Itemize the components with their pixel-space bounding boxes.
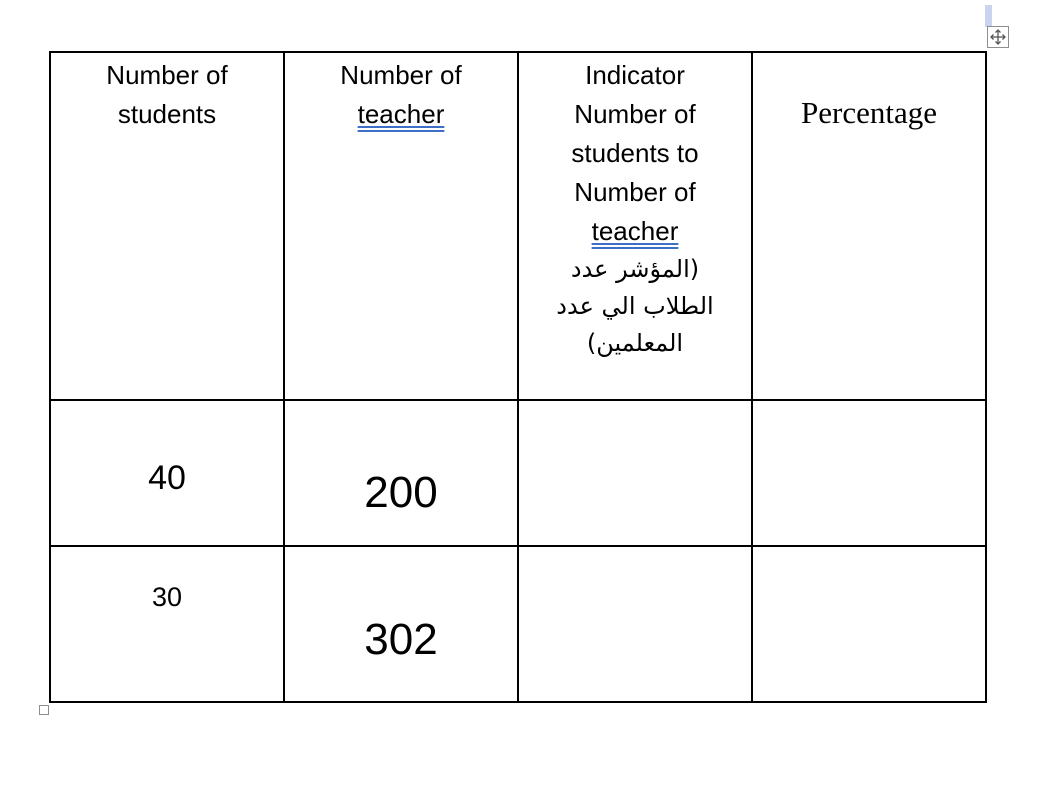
table-move-handle[interactable] — [987, 26, 1009, 48]
header-indicator-teacher-word: teacher — [591, 216, 679, 246]
teachers-value: 302 — [364, 615, 438, 664]
move-arrows-icon — [988, 27, 1008, 47]
table-row — [50, 546, 986, 702]
cell-students[interactable] — [50, 546, 284, 702]
text-cursor-highlight — [985, 5, 992, 27]
header-percentage-label: Percentage — [801, 95, 937, 130]
cell-teachers[interactable] — [284, 546, 518, 702]
table-header-row — [50, 52, 986, 400]
header-cell-teacher[interactable] — [284, 52, 518, 400]
cell-indicator[interactable] — [518, 546, 752, 702]
table-resize-handle[interactable] — [39, 705, 49, 715]
students-value: 40 — [148, 459, 186, 497]
header-cell-indicator[interactable] — [518, 52, 752, 400]
header-indicator-arabic: (المؤشر عدد الطلاب الي عدد المعلمين) — [556, 255, 714, 357]
cell-indicator[interactable] — [518, 400, 752, 546]
header-cell-students[interactable] — [50, 52, 284, 400]
header-students-label: Number of students — [106, 60, 228, 129]
teachers-value: 200 — [364, 468, 438, 517]
header-teacher-word: teacher — [357, 99, 445, 129]
students-value: 30 — [151, 582, 183, 612]
cell-percentage[interactable] — [752, 400, 986, 546]
cell-students[interactable] — [50, 400, 284, 546]
cell-percentage[interactable] — [752, 546, 986, 702]
header-teacher-label — [285, 53, 517, 134]
header-cell-percentage[interactable] — [752, 52, 986, 400]
table-row — [50, 400, 986, 546]
data-table — [49, 51, 987, 703]
header-indicator-label — [519, 53, 751, 251]
header-teacher-prefix: Number of — [340, 60, 462, 90]
cell-teachers[interactable] — [284, 400, 518, 546]
header-indicator-english: Indicator Number of students to Number of — [571, 60, 699, 207]
